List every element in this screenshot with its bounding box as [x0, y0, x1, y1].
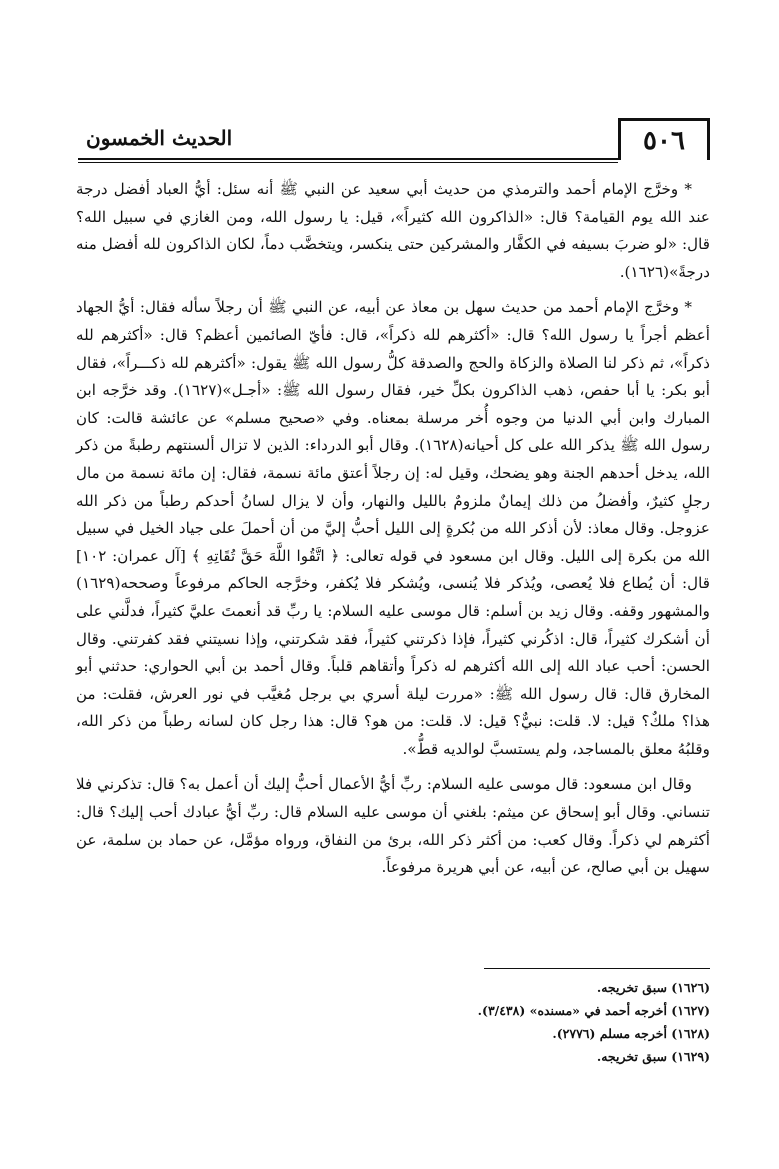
header-rule-thin	[78, 162, 618, 163]
footnote-divider	[484, 968, 710, 969]
main-text	[76, 176, 710, 890]
footnotes	[420, 976, 710, 1068]
paragraph-3: وقال ابن مسعود: قال موسى عليه السلام: ربِّ أيُّ الأعمال أحبُّ إليك أن أعمل به؟ قال: تذكرني فلا تنساني. وقال أبو إسحاق عن ميثم: بلغني أن موسى عليه السلام قال: ربِّ أيُّ عبادك أحب إليك؟ قال: أكثرهم لي ذكراً. وقال كعب: من أكثر ذكر الله، برئ من النفاق، ورواه مؤمَّل، عن حماد بن سلمة، عن سهيل بن أبي صالح، عن أبيه، عن أبي هريرة مرفوعاً.	[76, 775, 710, 877]
paragraph-1: * وخرَّج الإمام أحمد والترمذي من حديث أبي سعيد عن النبي ﷺ أنه سئل: أيُّ العباد أفضل درجة عند الله يوم القيامة؟ قال: «الذاكرون الله كثيراً»، قيل: يا رسول الله، ومن الغازي في سبيل الله؟ قال: «لو ضربَ بسيفه في الكفَّار والمشركين حتى ينكسر، ويتخضَّب دماً، لكان الذاكرون لله أفضل منه درجةً»(١٦٢٦).	[76, 180, 710, 281]
header-rule	[78, 158, 618, 160]
page-number: ٥٠٦	[618, 118, 710, 160]
page-header	[78, 112, 710, 166]
footnote-1626: (١٦٢٦) سبق تخريجه.	[596, 980, 710, 995]
paragraph-2: * وخرَّج الإمام أحمد من حديث سهل بن معاذ عن أبيه، عن النبي ﷺ أن رجلاً سأله فقال: أيُّ الجهاد أعظم أجراً يا رسول الله؟ قال: «أكثرهم لله ذكراً»، قال: فأيّ الصائمين أعظم؟ قال: «أكثرهم لله ذكراً»، ثم ذكر لنا الصلاة والزكاة والحج والصدقة كلُّ رسول الله ﷺ يقول: «أكثرهم لله ذكـــراً»، فقال أبو بكر: يا أبا حفص، ذهب الذاكرون بكلِّ خير، فقال رسول الله ﷺ: «أجـل»(١٦٢٧). وقد خرَّجه ابن المبارك وابن أبي الدنيا من وجوه أُخر مرسلة بمعناه. وفي «صحيح مسلم» عن عائشة قالت: كان رسول الله ﷺ يذكر الله على كل أحيانه(١٦٢٨). وقال أبو الدرداء: الذين لا تزال ألسنتهم رطبةً من ذكر الله، يدخل أحدهم الجنة وهو يضحك، وقيل له: إن رجلاً أعتق مائة نسمة، فقال: إن مائة نسمة من مال رجلٍ كثيرٌ، وأفضلُ من ذلك إيمانٌ ملزومٌ بالليل والنهار، وأن لا يزال لسانُ أحدكم رطباً من ذكر الله عزوجل. وقال معاذ: لأن أذكر الله من بُكرةٍ إلى الليل أحبُّ إليَّ من أن أحملَ على جياد الخيل في سبيل الله من بكرة إلى الليل. وقال ابن مسعود في قوله تعالى: ﴿ اتَّقُوا اللَّهَ حَقَّ تُقَاتِهِ ﴾ [آل عمران: ١٠٢] قال: أن يُطاع فلا يُعصى، ويُذكر فلا يُنسى، ويُشكر فلا يُكفر، وخرَّجه الحاكم مرفوعاً وصححه(١٦٢٩) والمشهور وقفه. وقال زيد بن أسلم: قال موسى عليه السلام: يا ربِّ قد أنعمتَ عليَّ كثيراً، فدلَّني على أن أشكرك كثيراً، قال: اذكُرني كثيراً، فإذا ذكرتني كثيراً، فقد شكرتني، وإذا نسيتني فقد كفرتني. وقال الحسن: أحب عباد الله إلى الله أكثرهم له ذكراً وأتقاهم قلباً. وقال أحمد بن أبي الحواري: حدثني أبو المخارق قال: قال رسول الله ﷺ: «مررت ليلة أسري بي برجل مُغيَّب في نور العرش، فقلت: من هذا؟ ملكٌ؟ قيل: لا. قلت: نبيٌّ؟ قيل: لا. قلت: من هو؟ قال: هذا رجل كان لسانه رطباً من ذكر الله، وقلبُهُ معلق بالمساجد، ولم يستسبَّ لوالديه قطُّ».	[76, 298, 710, 758]
footnote-1627: (١٦٢٧) أخرجه أحمد في «مسنده» (٣/٤٣٨).	[477, 1003, 710, 1018]
footnote-1628: (١٦٢٨) أخرجه مسلم (٢٧٧٦).	[552, 1026, 710, 1041]
footnote-1629: (١٦٢٩) سبق تخريجه.	[596, 1049, 710, 1064]
running-title: الحديث الخمسون	[86, 126, 233, 150]
